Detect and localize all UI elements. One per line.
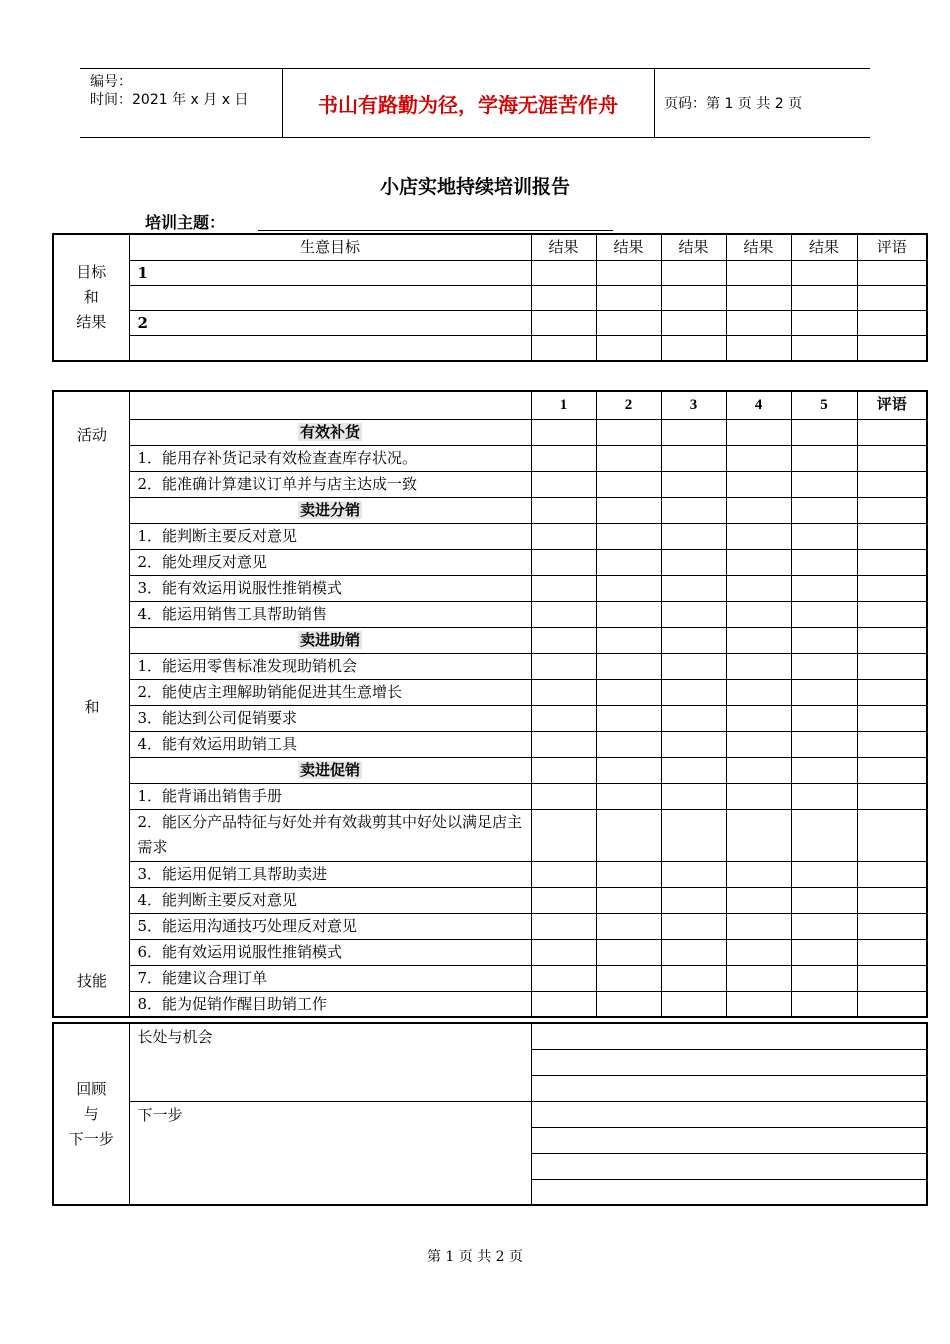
goals-header-result: 结果	[531, 234, 596, 260]
goal-cell[interactable]	[596, 335, 661, 361]
header-page-label: 页码：第 1 页 共 2 页	[664, 96, 803, 112]
skill-item: 2．能准确计算建议订单并与店主达成一致	[129, 471, 531, 497]
score-cell[interactable]	[857, 575, 927, 601]
score-cell[interactable]	[857, 861, 927, 887]
score-cell[interactable]	[661, 965, 726, 991]
score-cell[interactable]	[661, 575, 726, 601]
score-cell[interactable]	[857, 939, 927, 965]
topic-fill-line[interactable]	[258, 230, 613, 231]
score-cell[interactable]	[596, 445, 661, 471]
score-cell[interactable]	[596, 887, 661, 913]
score-cell[interactable]	[857, 731, 927, 757]
score-cell[interactable]	[857, 991, 927, 1017]
score-cell[interactable]	[596, 809, 661, 861]
goals-header-result: 结果	[726, 234, 791, 260]
score-cell[interactable]	[791, 497, 857, 523]
goal-cell[interactable]	[531, 260, 596, 285]
score-cell[interactable]	[531, 887, 596, 913]
score-cell[interactable]	[661, 627, 726, 653]
score-cell[interactable]	[661, 679, 726, 705]
score-cell[interactable]	[596, 575, 661, 601]
skill-item: 1．能用存补货记录有效检查查库存状况。	[129, 445, 531, 471]
score-cell[interactable]	[726, 757, 791, 783]
goal-row-label[interactable]	[129, 285, 531, 310]
score-cell[interactable]	[791, 471, 857, 497]
score-cell[interactable]	[726, 705, 791, 731]
activities-header-score: 5	[791, 391, 857, 419]
goals-side-text: 和	[83, 288, 99, 306]
goals-header-result: 结果	[596, 234, 661, 260]
goal-cell[interactable]	[596, 260, 661, 285]
score-cell[interactable]	[726, 419, 791, 445]
score-cell[interactable]	[857, 471, 927, 497]
review-line[interactable]	[531, 1179, 927, 1205]
section-title	[129, 757, 531, 783]
goal-cell[interactable]	[661, 310, 726, 335]
skill-item: 1．能判断主要反对意见	[129, 523, 531, 549]
score-cell[interactable]	[726, 887, 791, 913]
section-title-text: 卖进分销	[299, 501, 360, 519]
score-cell[interactable]	[791, 445, 857, 471]
score-cell[interactable]	[726, 861, 791, 887]
goals-header-business-goal: 生意目标	[129, 234, 531, 260]
time-label: 时间：2021 年 x 月 x 日	[90, 92, 249, 108]
score-cell[interactable]	[857, 627, 927, 653]
score-cell[interactable]	[531, 419, 596, 445]
score-cell[interactable]	[791, 627, 857, 653]
score-cell[interactable]	[661, 471, 726, 497]
goal-cell[interactable]	[661, 260, 726, 285]
score-cell[interactable]	[726, 445, 791, 471]
score-cell[interactable]	[661, 939, 726, 965]
score-cell[interactable]	[596, 939, 661, 965]
score-cell[interactable]	[661, 653, 726, 679]
score-cell[interactable]	[857, 445, 927, 471]
score-cell[interactable]	[791, 887, 857, 913]
score-cell[interactable]	[726, 549, 791, 575]
goal-cell[interactable]	[531, 310, 596, 335]
score-cell[interactable]	[531, 471, 596, 497]
score-cell[interactable]	[531, 913, 596, 939]
goal-row-label[interactable]: 1	[129, 260, 531, 285]
goal-row-label[interactable]: 2	[129, 310, 531, 335]
score-cell[interactable]	[791, 549, 857, 575]
score-cell[interactable]	[661, 783, 726, 809]
score-cell[interactable]	[726, 679, 791, 705]
skill-item: 2．能区分产品特征与好处并有效裁剪其中好处以满足店主需求	[129, 809, 531, 861]
score-cell[interactable]	[596, 991, 661, 1017]
skill-item: 2．能处理反对意见	[129, 549, 531, 575]
goal-cell[interactable]	[596, 310, 661, 335]
next-step-label[interactable]: 下一步	[129, 1101, 531, 1205]
score-cell[interactable]	[726, 991, 791, 1017]
score-cell[interactable]	[791, 757, 857, 783]
goals-side-text: 目标	[76, 263, 107, 281]
activities-header-score: 2	[596, 391, 661, 419]
header-motto: 书山有路勤为径，学海无涯苦作舟	[318, 92, 618, 117]
goals-table	[52, 233, 928, 362]
goal-cell[interactable]	[791, 310, 857, 335]
score-cell[interactable]	[596, 627, 661, 653]
goal-cell[interactable]	[857, 335, 927, 361]
score-cell[interactable]	[791, 861, 857, 887]
score-cell[interactable]	[531, 601, 596, 627]
section-title-text: 卖进助销	[299, 631, 360, 649]
section-title-text: 有效补货	[299, 423, 360, 441]
score-cell[interactable]	[531, 497, 596, 523]
review-side-label	[53, 1023, 129, 1205]
section-title	[129, 497, 531, 523]
goal-cell[interactable]	[726, 260, 791, 285]
score-cell[interactable]	[857, 497, 927, 523]
score-cell[interactable]	[857, 887, 927, 913]
score-cell[interactable]	[661, 705, 726, 731]
goal-cell[interactable]	[791, 285, 857, 310]
activities-header-empty	[129, 391, 531, 419]
page-header	[80, 68, 870, 138]
score-cell[interactable]	[791, 653, 857, 679]
score-cell[interactable]	[726, 809, 791, 861]
score-cell[interactable]	[791, 965, 857, 991]
score-cell[interactable]	[661, 809, 726, 861]
score-cell[interactable]	[791, 679, 857, 705]
skill-item: 2．能使店主理解助销能促进其生意增长	[129, 679, 531, 705]
score-cell[interactable]	[857, 523, 927, 549]
activities-side-text: 技能	[76, 972, 107, 990]
skill-item: 3．能有效运用说服性推销模式	[129, 575, 531, 601]
skill-item: 4．能有效运用助销工具	[129, 731, 531, 757]
goal-cell[interactable]	[596, 285, 661, 310]
score-cell[interactable]	[596, 419, 661, 445]
score-cell[interactable]	[531, 653, 596, 679]
goal-row-label[interactable]	[129, 335, 531, 361]
score-cell[interactable]	[596, 965, 661, 991]
score-cell[interactable]	[857, 653, 927, 679]
score-cell[interactable]	[726, 471, 791, 497]
page-footer: 第 1 页 共 2 页	[426, 1249, 524, 1265]
activities-header-score: 1	[531, 391, 596, 419]
goal-cell[interactable]	[531, 285, 596, 310]
goal-cell[interactable]	[661, 335, 726, 361]
score-cell[interactable]	[857, 965, 927, 991]
skill-item: 6．能有效运用说服性推销模式	[129, 939, 531, 965]
score-cell[interactable]	[661, 445, 726, 471]
score-cell[interactable]	[531, 965, 596, 991]
activities-header-score: 3	[661, 391, 726, 419]
goals-header-result: 结果	[791, 234, 857, 260]
score-cell[interactable]	[531, 549, 596, 575]
goals-header-comment: 评语	[857, 234, 927, 260]
skill-item: 8．能为促销作醒目助销工作	[129, 991, 531, 1017]
score-cell[interactable]	[531, 939, 596, 965]
score-cell[interactable]	[661, 757, 726, 783]
section-title	[129, 627, 531, 653]
score-cell[interactable]	[661, 861, 726, 887]
score-cell[interactable]	[857, 419, 927, 445]
header-meta	[90, 73, 248, 109]
score-cell[interactable]	[661, 601, 726, 627]
score-cell[interactable]	[726, 627, 791, 653]
score-cell[interactable]	[596, 757, 661, 783]
goal-cell[interactable]	[791, 260, 857, 285]
goal-cell[interactable]	[791, 335, 857, 361]
score-cell[interactable]	[596, 497, 661, 523]
score-cell[interactable]	[857, 549, 927, 575]
score-cell[interactable]	[791, 419, 857, 445]
goal-cell[interactable]	[857, 260, 927, 285]
header-divider	[654, 69, 655, 137]
goal-cell[interactable]	[726, 310, 791, 335]
skill-item: 4．能判断主要反对意见	[129, 887, 531, 913]
score-cell[interactable]	[596, 679, 661, 705]
score-cell[interactable]	[857, 679, 927, 705]
review-line[interactable]	[531, 1127, 927, 1153]
score-cell[interactable]	[596, 471, 661, 497]
score-cell[interactable]	[857, 913, 927, 939]
review-side-text: 回顾	[76, 1079, 107, 1098]
section-title-text: 卖进促销	[299, 761, 360, 779]
report-title: 小店实地持续培训报告	[379, 176, 570, 198]
score-cell[interactable]	[531, 757, 596, 783]
score-cell[interactable]	[596, 705, 661, 731]
score-cell[interactable]	[531, 575, 596, 601]
skill-item: 5．能运用沟通技巧处理反对意见	[129, 913, 531, 939]
score-cell[interactable]	[596, 601, 661, 627]
score-cell[interactable]	[726, 523, 791, 549]
activities-table	[52, 390, 928, 1018]
section-title	[129, 419, 531, 445]
score-cell[interactable]	[661, 497, 726, 523]
activities-side-text: 和	[84, 698, 100, 716]
score-cell[interactable]	[791, 783, 857, 809]
score-cell[interactable]	[726, 783, 791, 809]
activities-side-text: 活动	[76, 426, 107, 444]
skill-item: 1．能运用零售标准发现助销机会	[129, 653, 531, 679]
strengths-label[interactable]: 长处与机会	[129, 1023, 531, 1101]
skill-item: 1．能背诵出销售手册	[129, 783, 531, 809]
score-cell[interactable]	[857, 705, 927, 731]
skill-item: 4．能运用销售工具帮助销售	[129, 601, 531, 627]
number-label: 编号：	[90, 74, 132, 90]
score-cell[interactable]	[596, 731, 661, 757]
activities-side-label	[53, 391, 129, 1017]
score-cell[interactable]	[726, 913, 791, 939]
score-cell[interactable]	[726, 575, 791, 601]
topic-label: 培训主题：	[145, 213, 226, 232]
score-cell[interactable]	[791, 939, 857, 965]
goal-cell[interactable]	[857, 310, 927, 335]
score-cell[interactable]	[791, 991, 857, 1017]
score-cell[interactable]	[531, 705, 596, 731]
score-cell[interactable]	[791, 913, 857, 939]
score-cell[interactable]	[596, 523, 661, 549]
score-cell[interactable]	[531, 809, 596, 861]
goals-side-text: 结果	[76, 313, 107, 331]
score-cell[interactable]	[661, 549, 726, 575]
goals-header-result: 结果	[661, 234, 726, 260]
score-cell[interactable]	[726, 653, 791, 679]
review-line[interactable]	[531, 1101, 927, 1127]
score-cell[interactable]	[726, 497, 791, 523]
score-cell[interactable]	[791, 575, 857, 601]
review-table	[52, 1022, 928, 1206]
score-cell[interactable]	[531, 731, 596, 757]
goal-cell[interactable]	[661, 285, 726, 310]
review-side-text: 与	[83, 1104, 99, 1123]
score-cell[interactable]	[791, 731, 857, 757]
score-cell[interactable]	[596, 913, 661, 939]
score-cell[interactable]	[531, 861, 596, 887]
skill-item: 3．能达到公司促销要求	[129, 705, 531, 731]
score-cell[interactable]	[791, 601, 857, 627]
review-line[interactable]	[531, 1049, 927, 1075]
score-cell[interactable]	[596, 653, 661, 679]
goal-cell[interactable]	[531, 335, 596, 361]
score-cell[interactable]	[791, 809, 857, 861]
goal-cell[interactable]	[726, 285, 791, 310]
goal-cell[interactable]	[726, 335, 791, 361]
review-side-text: 下一步	[68, 1129, 114, 1148]
score-cell[interactable]	[857, 783, 927, 809]
score-cell[interactable]	[857, 601, 927, 627]
score-cell[interactable]	[661, 419, 726, 445]
activities-header-score: 4	[726, 391, 791, 419]
score-cell[interactable]	[531, 783, 596, 809]
score-cell[interactable]	[596, 549, 661, 575]
score-cell[interactable]	[726, 965, 791, 991]
score-cell[interactable]	[857, 757, 927, 783]
goals-side-label	[53, 234, 129, 361]
skill-item: 3．能运用促销工具帮助卖进	[129, 861, 531, 887]
score-cell[interactable]	[531, 627, 596, 653]
score-cell[interactable]	[661, 913, 726, 939]
score-cell[interactable]	[661, 991, 726, 1017]
review-line[interactable]	[531, 1153, 927, 1179]
score-cell[interactable]	[726, 601, 791, 627]
score-cell[interactable]	[726, 731, 791, 757]
score-cell[interactable]	[661, 887, 726, 913]
score-cell[interactable]	[661, 523, 726, 549]
score-cell[interactable]	[531, 445, 596, 471]
goal-cell[interactable]	[857, 285, 927, 310]
score-cell[interactable]	[791, 705, 857, 731]
score-cell[interactable]	[531, 679, 596, 705]
score-cell[interactable]	[596, 861, 661, 887]
activities-header-comment: 评语	[857, 391, 927, 419]
review-line[interactable]	[531, 1023, 927, 1049]
score-cell[interactable]	[726, 939, 791, 965]
score-cell[interactable]	[531, 991, 596, 1017]
review-line[interactable]	[531, 1075, 927, 1101]
score-cell[interactable]	[531, 523, 596, 549]
score-cell[interactable]	[791, 523, 857, 549]
score-cell[interactable]	[857, 809, 927, 861]
skill-item: 7．能建议合理订单	[129, 965, 531, 991]
score-cell[interactable]	[661, 731, 726, 757]
score-cell[interactable]	[596, 783, 661, 809]
